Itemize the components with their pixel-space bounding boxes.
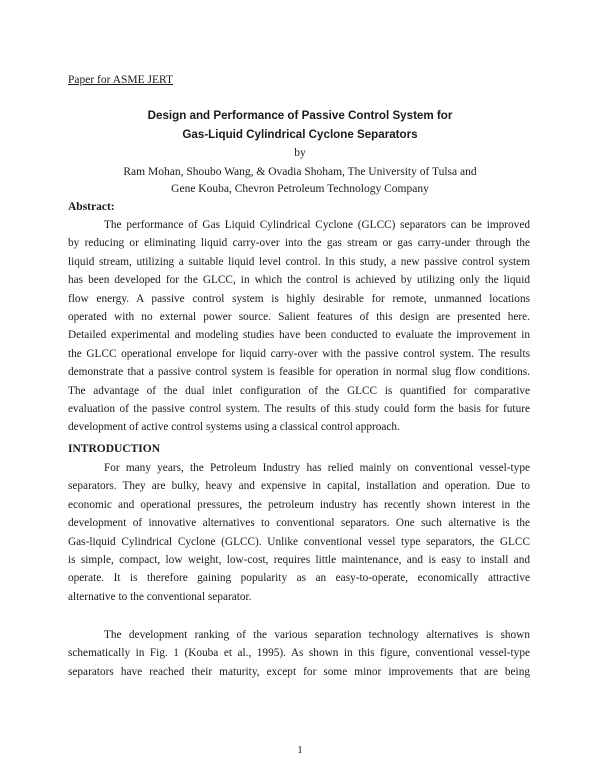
abstract-paragraph bbox=[68, 216, 530, 437]
abstract-line: The advantage of the dual inlet configuration of the GLCC is quantified for comparative bbox=[68, 384, 530, 397]
abstract-line: Detailed experimental and modeling studies have been conducted to evaluate the improvement in bbox=[68, 329, 530, 342]
title-line-2: Gas-Liquid Cylindrical Cyclone Separators bbox=[182, 128, 418, 141]
introduction-paragraph-2 bbox=[68, 626, 530, 681]
intro-line: operate. It is therefore gaining popularity as an easy-to-operate, economically attractive bbox=[68, 572, 530, 585]
abstract-line: liquid stream, utilizing a suitable liquid level control. In this study, a new passive control system bbox=[68, 255, 530, 268]
by-line: by bbox=[294, 147, 306, 159]
intro-line: Gas-liquid Cylindrical Cyclone (GLCC). Unlike conventional vessel type separators, the GLCC bbox=[68, 535, 530, 548]
intro-line: alternative to the conventional separator. bbox=[68, 590, 252, 603]
venue-label: Paper for ASME JERT bbox=[68, 74, 174, 86]
introduction-paragraph-1 bbox=[68, 459, 530, 606]
abstract-heading: Abstract: bbox=[68, 201, 115, 213]
title-line-1: Design and Performance of Passive Control System for bbox=[147, 109, 453, 122]
abstract-line: the GLCC operational envelope for liquid carry-over with the passive control system. The results bbox=[68, 347, 530, 360]
page-number: 1 bbox=[297, 744, 303, 756]
authors-line-1: Ram Mohan, Shoubo Wang, & Ovadia Shoham, The University of Tulsa and bbox=[123, 166, 477, 178]
intro-line: economic and operational pressures, the petroleum industry has recently shown interest in the bbox=[68, 498, 530, 511]
intro-line: development of innovative alternatives to conventional separators. One such alternative is the bbox=[68, 517, 530, 530]
abstract-line: flow energy. A passive control system is highly desirable for remote, unmanned locations bbox=[68, 292, 530, 305]
abstract-line: has been developed for the GLCC, in which the control is achieved by utilizing only the liquid bbox=[68, 274, 530, 287]
intro-line: separators. They are bulky, heavy and expensive in capital, installation and operation. Due to bbox=[68, 480, 530, 493]
introduction-heading: INTRODUCTION bbox=[68, 443, 161, 455]
abstract-line: The performance of Gas Liquid Cylindrical Cyclone (GLCC) separators can be improved bbox=[104, 219, 530, 231]
intro-line: The development ranking of the various separation technology alternatives is shown bbox=[104, 629, 530, 641]
intro-line: separators have reached their maturity, except for some minor improvements that are being bbox=[68, 665, 530, 678]
abstract-line: operated with no external power source. Salient features of this design are presented here. bbox=[68, 310, 530, 323]
intro-line: schematically in Fig. 1 (Kouba et al., 1995). As shown in this figure, conventional vessel-type bbox=[68, 647, 530, 660]
abstract-line: evaluation of the passive control system. The results of this study could form the basis for future bbox=[68, 402, 530, 415]
intro-line: For many years, the Petroleum Industry has relied mainly on conventional vessel-type bbox=[104, 462, 530, 474]
abstract-line: demonstrate that a passive control system is feasible for operation in normal slug flow conditions. bbox=[68, 366, 530, 379]
abstract-line: development of active control systems using a classical control approach. bbox=[68, 421, 400, 434]
authors-line-2: Gene Kouba, Chevron Petroleum Technology Company bbox=[171, 183, 429, 195]
abstract-line: by reducing or eliminating liquid carry-over into the gas stream or gas carry-under through the bbox=[68, 237, 530, 250]
intro-line: is simple, compact, low weight, low-cost, requires little maintenance, and is easy to install and bbox=[68, 553, 530, 566]
